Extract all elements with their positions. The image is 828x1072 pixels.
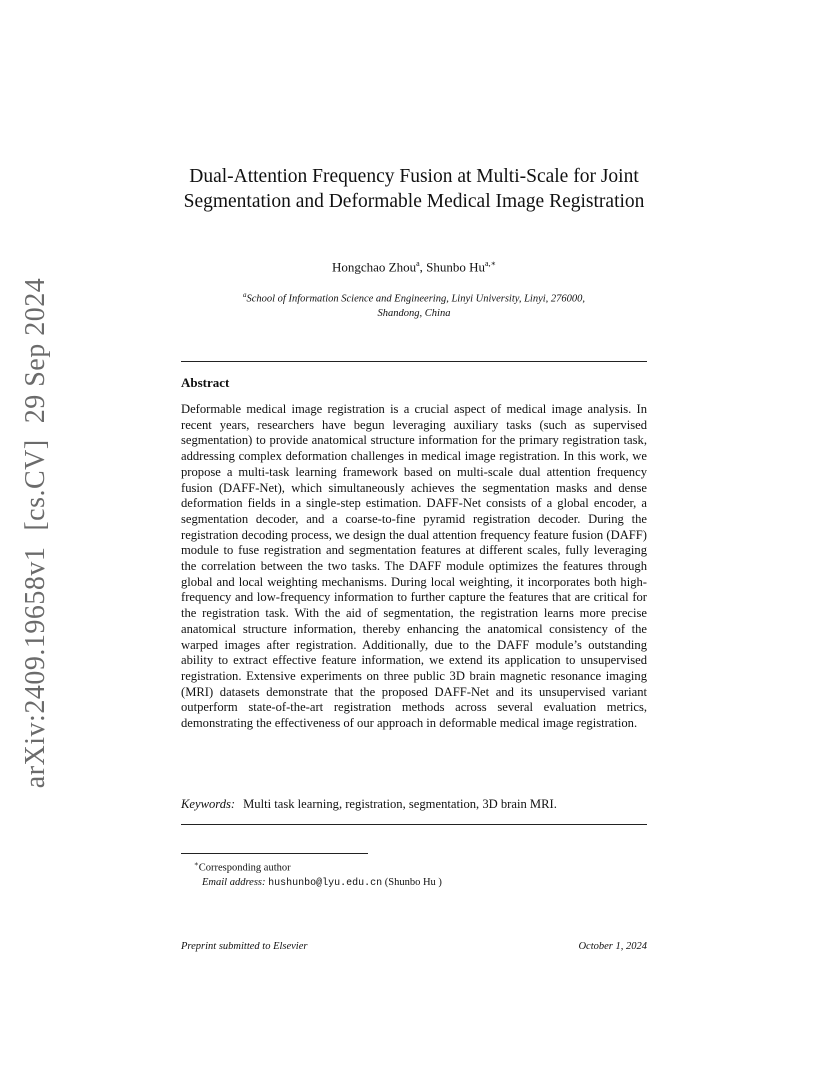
email-owner: (Shunbo Hu ) xyxy=(384,876,442,888)
email-label: Email address: xyxy=(202,876,266,888)
abstract-heading: Abstract xyxy=(181,375,230,390)
paper-title: Dual-Attention Frequency Fusion at Multi-Scale for Joint Segmentation and Deformable Medical Image Registration xyxy=(183,166,645,212)
footnote-corresponding xyxy=(194,857,442,876)
affiliation xyxy=(231,288,597,321)
keywords xyxy=(181,797,647,812)
author-affiliation-mark: a,∗ xyxy=(485,259,497,268)
abstract-text: Deformable medical image registration is a crucial aspect of medical image analysis. In recent years, researchers have begun leveraging auxiliary tasks (such as supervised segmentation) to provide anatomical structure information for the primary registration task, addressing complex deformation challenges in medical image registration. In this work, we propose a multi-task learning framework based on multi-scale dual attention frequency fusion (DAFF-Net), which simultaneously achieves the segmentation masks and dense deformation fields in a single-step estimation. DAFF-Net consists of a global encoder, a segmentation decoder, and a coarse-to-fine pyramid registration decoder. During the registration decoding process, we design the dual attention frequency feature fusion (DAFF) module to fuse registration and segmentation features at different scales, fully leveraging the correlation between the two tasks. The DAFF module optimizes the features through global and local weighting mechanisms. During local weighting, it incorporates both high-frequency and low-frequency information to further capture the features that are critical for the registration task. With the aid of segmentation, the registration learns more precise anatomical structure information, thereby enhancing the anatomical consistency of the warped images after registration. Additionally, due to the DAFF module’s outstanding ability to extract effective feature information, we extend its application to unsupervised registration. Extensive experiments on three public 3D brain magnetic resonance imaging (MRI) datasets demonstrate that the proposed DAFF-Net and its unsupervised variant outperform state-of-the-art registration methods across several evaluation metrics, demonstrating the effectiveness of our approach in deformable medical image registration. xyxy=(181,402,647,731)
footnote-email-line xyxy=(194,876,442,891)
author-list xyxy=(181,259,647,275)
arxiv-id: arXiv:2409.19658v1 xyxy=(20,546,51,789)
keywords-label: Keywords: xyxy=(181,797,236,811)
footer-preprint-note: Preprint submitted to Elsevier xyxy=(181,941,308,952)
footnote xyxy=(194,857,442,891)
divider-top xyxy=(181,361,647,362)
email-address-link[interactable]: hushunbo@lyu.edu.cn xyxy=(268,877,383,889)
divider-bottom xyxy=(181,824,647,825)
corresponding-author-label: Corresponding author xyxy=(198,862,291,874)
affiliation-mark: a xyxy=(242,291,247,299)
footnote-mark: ∗ xyxy=(194,860,199,868)
footer-date: October 1, 2024 xyxy=(578,941,647,952)
affiliation-text: School of Information Science and Engineering, Linyi University, Linyi, 276000, Shandong, China xyxy=(246,293,586,319)
author-name: Shunbo Hu xyxy=(426,259,486,275)
arxiv-sidebar-stamp xyxy=(20,262,52,788)
arxiv-category: [cs.CV] xyxy=(20,439,51,531)
footnote-divider xyxy=(181,853,368,854)
author-name: Hongchao Zhou xyxy=(331,259,417,275)
arxiv-date: 29 Sep 2024 xyxy=(20,277,51,424)
author-separator: , xyxy=(419,259,427,275)
author-affiliation-mark: a xyxy=(416,259,420,268)
keywords-text: Multi task learning, registration, segmentation, 3D brain MRI. xyxy=(243,797,557,811)
